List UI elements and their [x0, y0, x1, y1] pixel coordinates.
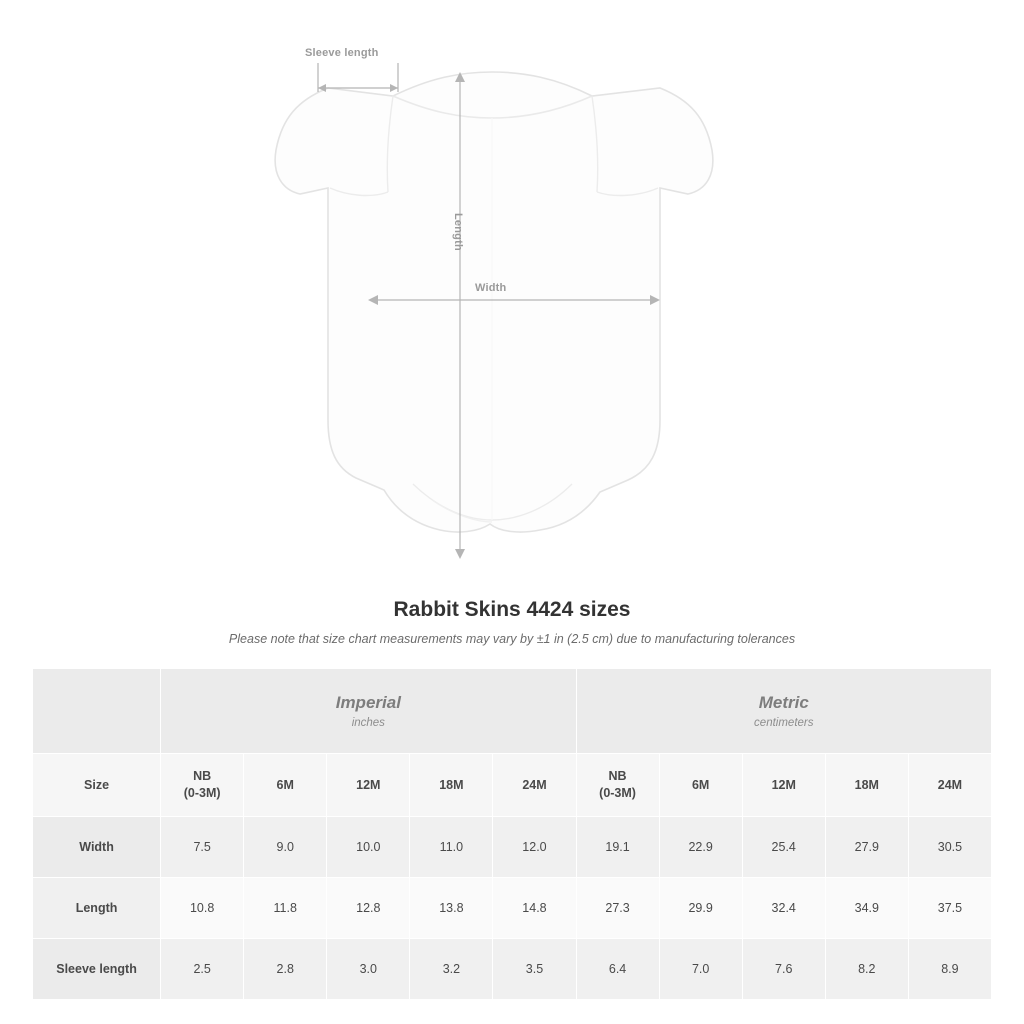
unit-imperial-name: Imperial — [335, 693, 401, 713]
col-header-imperial-nb — [161, 754, 244, 817]
size-chart-table-wrap — [32, 668, 992, 1000]
title-block — [0, 598, 1024, 646]
cell-length-metric-12m: 32.4 — [742, 878, 825, 939]
col-header-line1: NB — [608, 769, 627, 784]
row-label-width: Width — [33, 817, 161, 878]
cell-width-metric-24m: 30.5 — [908, 817, 991, 878]
unit-metric-cell — [576, 669, 991, 754]
cell-width-metric-nb: 19.1 — [576, 817, 659, 878]
cell-width-imperial-24m: 12.0 — [493, 817, 576, 878]
row-label-sleeve-length: Sleeve length — [33, 939, 161, 1000]
cell-width-imperial-nb: 7.5 — [161, 817, 244, 878]
cell-sleeve-metric-24m: 8.9 — [908, 939, 991, 1000]
length-label: Length — [452, 213, 464, 251]
bodysuit-shape — [275, 72, 713, 532]
tolerance-note: Please note that size chart measurements may vary by ±1 in (2.5 cm) due to manufacturing tolerances — [228, 632, 796, 646]
cell-length-imperial-nb: 10.8 — [161, 878, 244, 939]
width-label: Width — [475, 282, 507, 294]
col-header-metric-6m: 6M — [659, 754, 742, 817]
cell-length-metric-24m: 37.5 — [908, 878, 991, 939]
col-header-imperial-24m: 24M — [493, 754, 576, 817]
col-header-imperial-12m: 12M — [327, 754, 410, 817]
sleeve-length-measure — [318, 63, 398, 92]
table-row — [33, 878, 992, 939]
cell-length-metric-18m: 34.9 — [825, 878, 908, 939]
col-header-line2: (0-3M) — [599, 786, 636, 800]
cell-length-metric-nb: 27.3 — [576, 878, 659, 939]
unit-metric-sub: centimeters — [754, 716, 814, 729]
unit-spacer-cell — [33, 669, 161, 754]
cell-sleeve-metric-6m: 7.0 — [659, 939, 742, 1000]
col-header-metric-18m: 18M — [825, 754, 908, 817]
cell-sleeve-metric-nb: 6.4 — [576, 939, 659, 1000]
cell-width-imperial-12m: 10.0 — [327, 817, 410, 878]
column-header-row — [33, 754, 992, 817]
cell-length-metric-6m: 29.9 — [659, 878, 742, 939]
col-header-line2: (0-3M) — [183, 786, 221, 800]
sleeve-length-label: Sleeve length — [305, 47, 379, 59]
unit-metric-name: Metric — [758, 693, 809, 713]
unit-imperial-cell — [161, 669, 576, 754]
col-header-imperial-18m: 18M — [410, 754, 493, 817]
cell-length-imperial-12m: 12.8 — [327, 878, 410, 939]
cell-width-imperial-6m: 9.0 — [244, 817, 327, 878]
size-header-cell: Size — [33, 754, 161, 817]
cell-length-imperial-6m: 11.8 — [244, 878, 327, 939]
col-header-metric-nb — [576, 754, 659, 817]
size-chart-table — [32, 668, 992, 1000]
cell-width-metric-18m: 27.9 — [825, 817, 908, 878]
unit-imperial-sub: inches — [351, 716, 385, 729]
cell-length-imperial-18m: 13.8 — [410, 878, 493, 939]
col-header-metric-24m: 24M — [908, 754, 991, 817]
cell-sleeve-imperial-nb: 2.5 — [161, 939, 244, 1000]
table-row — [33, 939, 992, 1000]
page-title: Rabbit Skins 4424 sizes — [393, 598, 631, 621]
col-header-metric-12m: 12M — [742, 754, 825, 817]
cell-sleeve-imperial-24m: 3.5 — [493, 939, 576, 1000]
col-header-line1: NB — [193, 769, 212, 784]
cell-sleeve-imperial-12m: 3.0 — [327, 939, 410, 1000]
col-header-imperial-6m: 6M — [244, 754, 327, 817]
cell-width-metric-6m: 22.9 — [659, 817, 742, 878]
cell-sleeve-metric-12m: 7.6 — [742, 939, 825, 1000]
cell-sleeve-imperial-6m: 2.8 — [244, 939, 327, 1000]
cell-sleeve-imperial-18m: 3.2 — [410, 939, 493, 1000]
table-row — [33, 817, 992, 878]
row-label-length: Length — [33, 878, 161, 939]
cell-width-imperial-18m: 11.0 — [410, 817, 493, 878]
cell-width-metric-12m: 25.4 — [742, 817, 825, 878]
cell-sleeve-metric-18m: 8.2 — [825, 939, 908, 1000]
cell-length-imperial-24m: 14.8 — [493, 878, 576, 939]
unit-system-row — [33, 669, 992, 754]
